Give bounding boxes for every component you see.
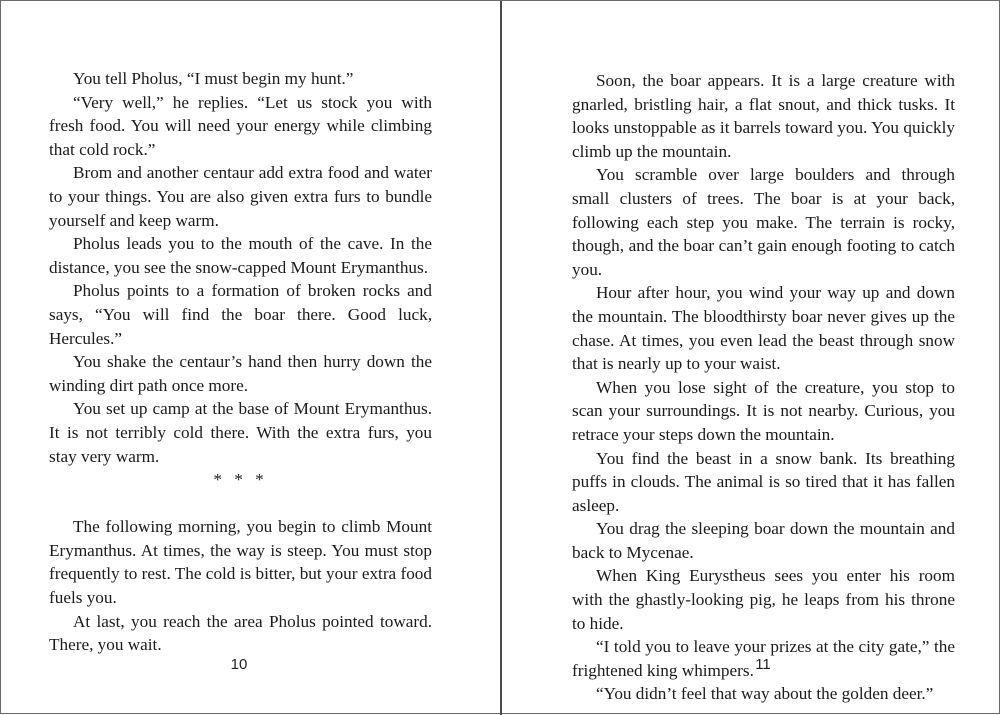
paragraph: Hour after hour, you wind your way up and down the mountain. The bloodthirsty boar never gives up the chase. At times, you even lead the beast through snow that is nearly up to your waist.	[572, 283, 955, 374]
paragraph: “I told you to leave your prizes at the city gate,” the frightened king whimpers.	[572, 637, 955, 680]
paragraph: You set up camp at the base of Mount Erymanthus. It is not terribly cold there. With the extra furs, you stay very warm.	[49, 399, 432, 466]
paragraph: You find the beast in a snow bank. Its breathing puffs in clouds. The animal is so tired that it has fallen asleep.	[572, 448, 955, 515]
left-page-text	[49, 67, 432, 657]
paragraph: You drag the sleeping boar down the mountain and back to Mycenae.	[572, 519, 955, 562]
scene-break-spacer	[49, 492, 432, 516]
right-page-text	[572, 67, 955, 706]
paragraph: The following morning, you begin to climb Mount Erymanthus. At times, the way is steep. You must stop frequently to rest. The cold is bitter, but your extra food fuels you.	[49, 517, 432, 608]
page-gutter	[500, 1, 502, 715]
paragraph: Pholus leads you to the mouth of the cave. In the distance, you see the snow-capped Mount Erymanthus.	[49, 234, 432, 277]
paragraph: When King Eurystheus sees you enter his room with the ghastly-looking pig, he leaps from his throne to hide.	[572, 566, 955, 633]
scene-break: * * *	[213, 470, 268, 490]
paragraph: Soon, the boar appears. It is a large creature with gnarled, bristling hair, a flat snout, and thick tusks. It looks unstoppable as it barrels toward you. You quickly climb up the mountain.	[572, 71, 955, 161]
paragraph: At last, you reach the area Pholus pointed toward. There, you wait.	[49, 611, 432, 655]
paragraph: When you lose sight of the creature, you stop to scan your surroundings. It is not nearby. Curious, you retrace your steps down the mountain.	[572, 377, 955, 444]
paragraph: You shake the centaur’s hand then hurry down the winding dirt path once more.	[49, 352, 432, 395]
paragraph: “You didn’t feel that way about the golden deer.”	[596, 684, 934, 704]
page-number-right: 11	[755, 656, 771, 673]
paragraph: You scramble over large boulders and through small clusters of trees. The boar is at your back, following each step you make. The terrain is rocky, though, and the boar can’t gain enough footing to catch you.	[572, 165, 955, 279]
paragraph: Pholus points to a formation of broken rocks and says, “You will find the boar there. Good luck, Hercules.”	[49, 281, 432, 348]
page-number-left: 10	[230, 656, 248, 673]
paragraph: Brom and another centaur add extra food and water to your things. You are also given extra furs to bundle yourself and keep warm.	[49, 163, 432, 230]
paragraph: You tell Pholus, “I must begin my hunt.”	[73, 69, 354, 88]
paragraph: “Very well,” he replies. “Let us stock you with fresh food. You will need your energy while climbing that cold rock.”	[49, 92, 432, 159]
